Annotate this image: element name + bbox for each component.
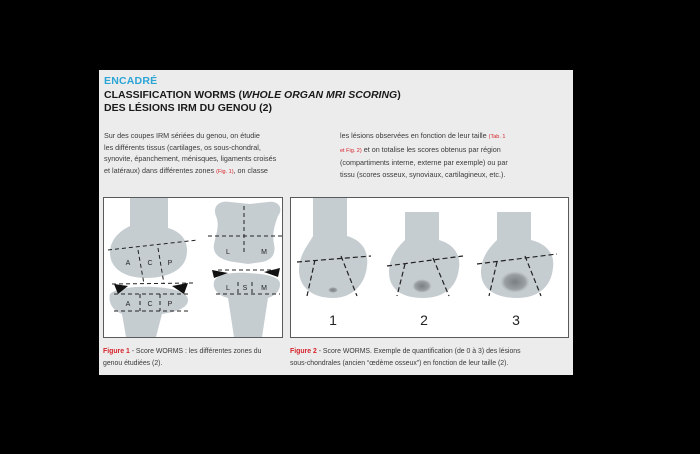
condyle-grade-3 bbox=[477, 212, 557, 298]
label-femur-posterior: P bbox=[167, 260, 173, 267]
label-frontal-lateral: L bbox=[226, 249, 230, 256]
body-text-right: les lésions observées en fonction de leur taille (Tab. 1 et Fig. 2) et on totalise les scores obtenus par région (compartiments interne, externe par exemple) ou par tissu (scores osseux, synoviaux, cartilagineux, etc.). bbox=[340, 131, 508, 180]
table-reference: (Tab. 1 bbox=[488, 134, 506, 140]
condyle-grade-1 bbox=[297, 198, 371, 298]
figure-2-box bbox=[290, 197, 569, 338]
grade-1-label: 1 bbox=[329, 312, 337, 328]
grade-3-label: 3 bbox=[512, 312, 520, 328]
label-tibia-lateral: L bbox=[226, 285, 230, 292]
frontal-femur bbox=[214, 202, 281, 264]
figure-2-caption: Figure 2 - Score WORMS. Exemple de quantification (de 0 à 3) des lésions sous-chondrales (ancien “œdème osseux”) en fonction de leur taille (2). bbox=[290, 348, 521, 367]
title-line-2: DES LÉSIONS IRM DU GENOU (2) bbox=[104, 102, 273, 114]
label-tibia-medial: M bbox=[261, 285, 267, 292]
figure-2-drawing bbox=[291, 198, 568, 337]
figure-1-caption: Figure 1 - Score WORMS : les différentes zones du genou étudiées (2). bbox=[103, 348, 262, 367]
figure-reference: (Fig. 1) bbox=[216, 169, 234, 176]
body-text-left: Sur des coupes IRM sériées du genou, on étudie les différents tissus (cartilages, os sous-chondral, synovite, épanchement, ménisques, ligaments croisés et latéraux) dans différentes zones (Fig. 1), on classe bbox=[104, 131, 277, 176]
title-line-1: CLASSIFICATION WORMS (WHOLE ORGAN MRI SCORING) bbox=[104, 89, 401, 101]
encadre-panel bbox=[99, 70, 573, 375]
figure-1-box bbox=[103, 197, 283, 338]
label-tibia-anterior: A bbox=[125, 301, 131, 308]
label-femur-central: C bbox=[147, 260, 153, 267]
label-tibia-central: C bbox=[147, 301, 153, 308]
label-tibia-posterior: P bbox=[167, 301, 173, 308]
condyle-grade-2 bbox=[387, 212, 463, 298]
encadre-label: ENCADRÉ bbox=[104, 75, 158, 87]
grade-2-label: 2 bbox=[420, 312, 428, 328]
figure-reference: et Fig. 2) bbox=[340, 147, 362, 154]
label-femur-anterior: A bbox=[125, 260, 131, 267]
figure-1-drawing bbox=[104, 198, 282, 337]
frontal-tibia bbox=[214, 273, 280, 337]
label-tibia-spine: S bbox=[242, 285, 248, 292]
label-frontal-medial: M bbox=[261, 249, 267, 256]
